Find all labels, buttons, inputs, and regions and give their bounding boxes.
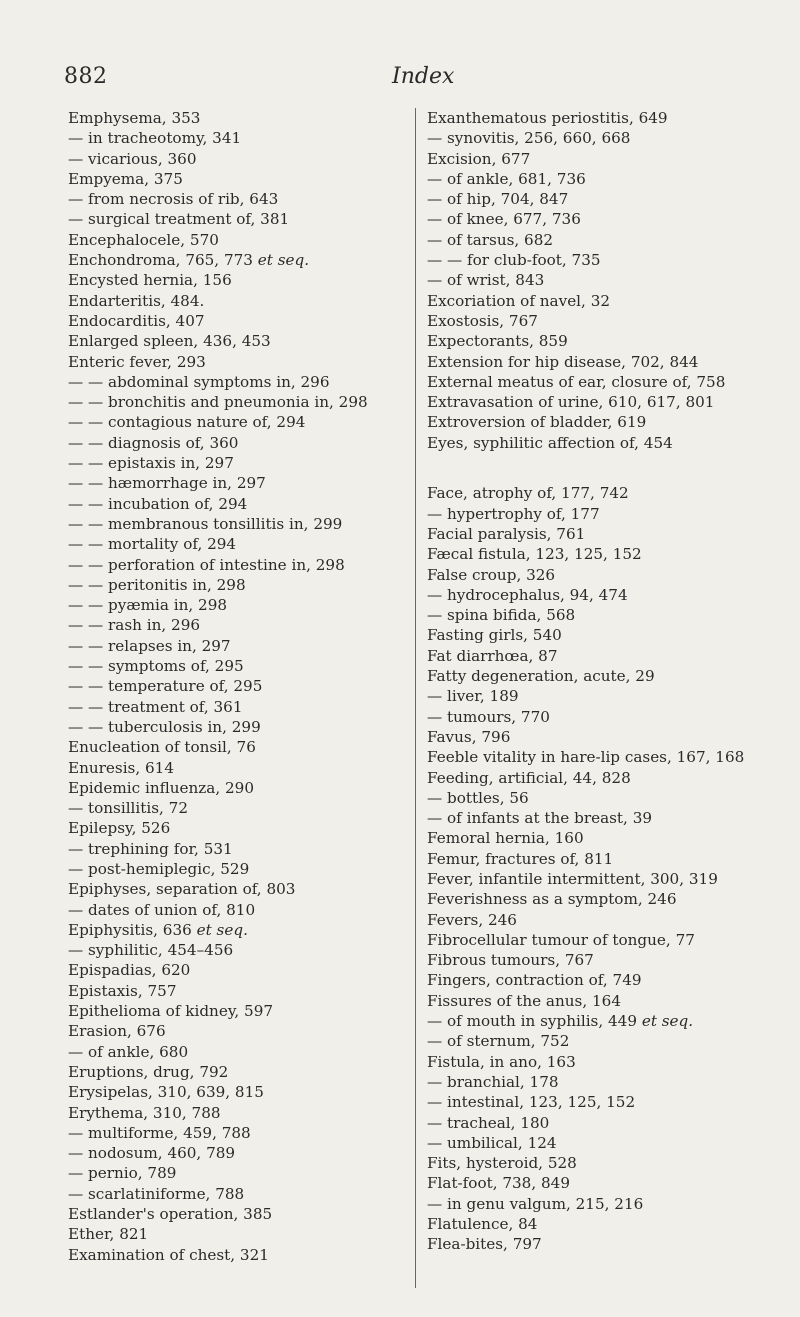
- index-entry: Facial paralysis, 761: [427, 524, 586, 543]
- index-entry: Fever, infantile intermittent, 300, 319: [427, 869, 718, 888]
- index-entry: Extravasation of urine, 610, 617, 801: [427, 393, 715, 412]
- index-entry: Estlander's operation, 385: [68, 1205, 273, 1224]
- index-entry: — — for club-foot, 735: [427, 251, 601, 270]
- index-entry: — multiforme, 459, 788: [68, 1123, 251, 1142]
- index-entry: — of knee, 677, 736: [427, 210, 581, 229]
- index-entry: — of ankle, 681, 736: [427, 169, 586, 188]
- index-entry: Enteric fever, 293: [68, 352, 206, 371]
- page-number: 882: [64, 64, 108, 89]
- index-entry: — tonsillitis, 72: [68, 799, 189, 818]
- index-entry: Fibrocellular tumour of tongue, 77: [427, 930, 695, 949]
- page-header: [0, 64, 800, 94]
- index-entry: Face, atrophy of, 177, 742: [427, 484, 629, 503]
- index-entry: Eyes, syphilitic affection of, 454: [427, 433, 673, 452]
- index-entry: Fatty degeneration, acute, 29: [427, 667, 655, 686]
- index-entry: — — symptoms of, 295: [68, 657, 244, 676]
- index-entry: Extension for hip disease, 702, 844: [427, 352, 699, 371]
- index-column-left: [68, 108, 408, 1265]
- index-entry: Epistaxis, 757: [68, 981, 177, 1000]
- index-entry: — post-hemiplegic, 529: [68, 859, 250, 878]
- index-entry: — — treatment of, 361: [68, 697, 243, 716]
- index-entry: — syphilitic, 454–456: [68, 941, 234, 960]
- index-entry: — intestinal, 123, 125, 152: [427, 1093, 636, 1112]
- index-entry: — of hip, 704, 847: [427, 190, 569, 209]
- index-entry: — — temperature of, 295: [68, 677, 263, 696]
- index-entry: Enchondroma, 765, 773 et seq.: [68, 251, 310, 270]
- index-entry: — in tracheotomy, 341: [68, 129, 242, 148]
- index-entry: — liver, 189: [427, 687, 519, 706]
- index-entry: Epithelioma of kidney, 597: [68, 1002, 274, 1021]
- index-entry: Fæcal fistula, 123, 125, 152: [427, 545, 642, 564]
- index-entry: Enlarged spleen, 436, 453: [68, 332, 271, 351]
- index-entry: — umbilical, 124: [427, 1133, 557, 1152]
- index-entry: — trephining for, 531: [68, 839, 233, 858]
- index-entry: Emphysema, 353: [68, 109, 201, 127]
- index-entry: Endocarditis, 407: [68, 311, 205, 330]
- section-gap: [427, 453, 787, 473]
- index-entry: — — peritonitis in, 298: [68, 575, 246, 594]
- index-entry: Fasting girls, 540: [427, 626, 562, 645]
- index-entry: Empyema, 375: [68, 169, 183, 188]
- index-entry: Flat-foot, 738, 849: [427, 1174, 570, 1193]
- index-entry: — — bronchitis and pneumonia in, 298: [68, 393, 368, 412]
- index-entry: Fat diarrhœa, 87: [427, 646, 558, 665]
- index-entry: — — perforation of intestine in, 298: [68, 555, 345, 574]
- index-entry: — surgical treatment of, 381: [68, 210, 290, 229]
- index-entry: Fevers, 246: [427, 910, 517, 929]
- index-entry: Epidemic influenza, 290: [68, 778, 254, 797]
- index-entry: — — membranous tonsillitis in, 299: [68, 514, 343, 533]
- index-entry: Expectorants, 859: [427, 332, 568, 351]
- index-entry: — in genu valgum, 215, 216: [427, 1194, 644, 1213]
- index-column-right: [427, 108, 787, 1255]
- index-entry: — — contagious nature of, 294: [68, 413, 306, 432]
- index-entry: Erysipelas, 310, 639, 815: [68, 1083, 264, 1102]
- index-entry: Erasion, 676: [68, 1022, 166, 1041]
- index-entry: Examination of chest, 321: [68, 1245, 269, 1264]
- index-entry: Erythema, 310, 788: [68, 1103, 221, 1122]
- index-entry: — hypertrophy of, 177: [427, 504, 600, 523]
- index-entry: Exanthematous periostitis, 649: [427, 109, 668, 127]
- index-entry: — — abdominal symptoms in, 296: [68, 372, 330, 391]
- index-entry: Feeding, artificial, 44, 828: [427, 768, 631, 787]
- index-entry: Feeble vitality in hare-lip cases, 167, 168: [427, 748, 745, 767]
- index-entry: Fistula, in ano, 163: [427, 1052, 576, 1071]
- section-gap: [427, 473, 787, 483]
- index-entry: Epiphyses, separation of, 803: [68, 880, 296, 899]
- index-entry: — — epistaxis in, 297: [68, 454, 234, 473]
- index-entry: — hydrocephalus, 94, 474: [427, 585, 628, 604]
- index-entry: Encephalocele, 570: [68, 230, 219, 249]
- index-entry: — — mortality of, 294: [68, 535, 237, 554]
- index-entry: Fingers, contraction of, 749: [427, 971, 642, 990]
- index-entry: Ether, 821: [68, 1225, 149, 1244]
- index-entry: Excision, 677: [427, 149, 531, 168]
- index-entry: Exostosis, 767: [427, 311, 538, 330]
- index-entry: — of wrist, 843: [427, 271, 545, 290]
- index-entry: — — rash in, 296: [68, 616, 201, 635]
- index-entry: Femoral hernia, 160: [427, 829, 584, 848]
- index-entry: — synovitis, 256, 660, 668: [427, 129, 631, 148]
- index-entry: — — incubation of, 294: [68, 494, 248, 513]
- index-entry: — of tarsus, 682: [427, 230, 554, 249]
- index-entry: Flatulence, 84: [427, 1215, 538, 1234]
- index-entry: — dates of union of, 810: [68, 900, 256, 919]
- index-entry: — tumours, 770: [427, 707, 550, 726]
- index-entry: — — relapses in, 297: [68, 636, 231, 655]
- index-entry: Epiphysitis, 636 et seq.: [68, 920, 248, 939]
- column-divider: [415, 108, 416, 1288]
- index-entry: Epilepsy, 526: [68, 819, 171, 838]
- index-entry: Femur, fractures of, 811: [427, 849, 614, 868]
- index-entry: — bottles, 56: [427, 788, 529, 807]
- index-entry: False croup, 326: [427, 565, 556, 584]
- index-entry: — tracheal, 180: [427, 1113, 550, 1132]
- index-entry: — nodosum, 460, 789: [68, 1144, 236, 1163]
- index-entry: Flea-bites, 797: [427, 1235, 542, 1254]
- index-entry: — of sternum, 752: [427, 1032, 570, 1051]
- index-entry: Epispadias, 620: [68, 961, 191, 980]
- index-entry: Enuresis, 614: [68, 758, 174, 777]
- index-entry: Extroversion of bladder, 619: [427, 413, 647, 432]
- index-entry: — pernio, 789: [68, 1164, 177, 1183]
- index-entry: Encysted hernia, 156: [68, 271, 232, 290]
- index-entry: Favus, 796: [427, 727, 511, 746]
- index-entry: — scarlatiniforme, 788: [68, 1184, 245, 1203]
- index-entry: Fibrous tumours, 767: [427, 951, 594, 970]
- index-entry: — of infants at the breast, 39: [427, 809, 653, 828]
- index-entry: — — hæmorrhage in, 297: [68, 474, 266, 493]
- index-entry: Excoriation of navel, 32: [427, 291, 611, 310]
- index-entry: — from necrosis of rib, 643: [68, 190, 279, 209]
- index-entry: Feverishness as a symptom, 246: [427, 890, 677, 909]
- page-title: Index: [392, 64, 455, 89]
- index-entry: — of mouth in syphilis, 449 et seq.: [427, 1012, 694, 1031]
- index-entry: — — tuberculosis in, 299: [68, 717, 261, 736]
- index-entry: — vicarious, 360: [68, 149, 197, 168]
- index-entry: — — pyæmia in, 298: [68, 596, 228, 615]
- index-entry: Enucleation of tonsil, 76: [68, 738, 256, 757]
- index-entry: Fits, hysteroid, 528: [427, 1154, 577, 1173]
- index-entry: — spina bifida, 568: [427, 606, 576, 625]
- index-entry: — of ankle, 680: [68, 1042, 189, 1061]
- index-entry: — branchial, 178: [427, 1072, 559, 1091]
- index-entry: Eruptions, drug, 792: [68, 1062, 229, 1081]
- index-entry: Fissures of the anus, 164: [427, 991, 621, 1010]
- index-entry: Endarteritis, 484.: [68, 291, 205, 310]
- index-entry: External meatus of ear, closure of, 758: [427, 372, 726, 391]
- index-entry: — — diagnosis of, 360: [68, 433, 239, 452]
